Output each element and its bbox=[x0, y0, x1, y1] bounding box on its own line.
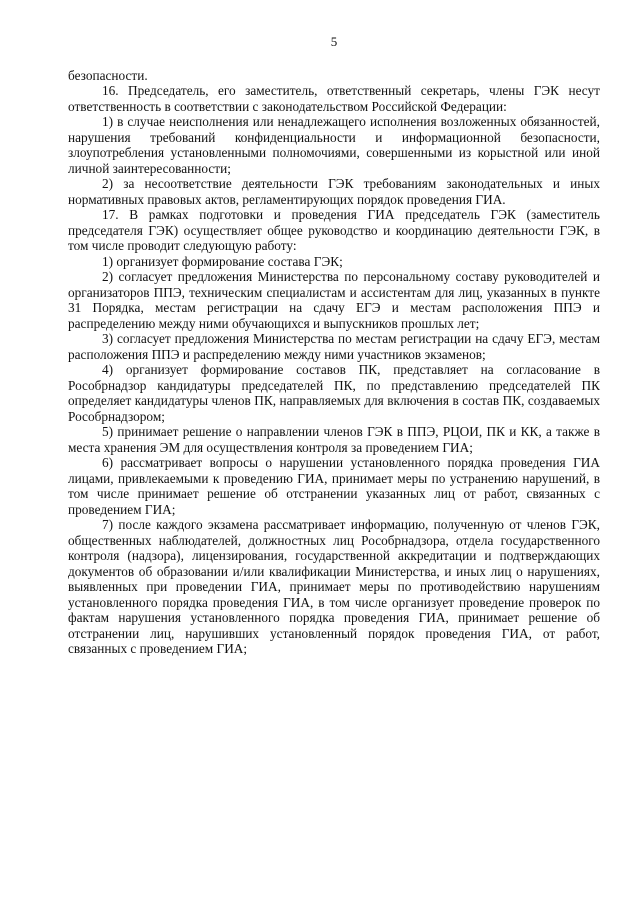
page-number: 5 bbox=[330, 34, 338, 49]
paragraph-17-item-2: 2) согласует предложения Министерства по персональному составу руководителей и организаторов ППЭ, техническим специалистам и ассистентам для лиц, указанных в пункте 31 Порядка, местам регистрации на сдачу ЕГЭ и местам расположения ППЭ и распределению между ними обучающихся и выпускников прошлых лет; bbox=[68, 269, 600, 331]
paragraph-17: 17. В рамках подготовки и проведения ГИА председатель ГЭК (заместитель председателя ГЭК) осуществляет общее руководство и координацию деятельности ГЭК, в том числе проводит следующую работу: bbox=[68, 207, 600, 253]
paragraph-16: 16. Председатель, его заместитель, ответственный секретарь, члены ГЭК несут ответственность в соответствии с законодательством Российской Федерации: bbox=[68, 83, 600, 114]
paragraph-17-item-5: 5) принимает решение о направлении членов ГЭК в ППЭ, РЦОИ, ПК и КК, а также в места хранения ЭМ для осуществления контроля за проведением ГИА; bbox=[68, 424, 600, 455]
paragraph-17-item-1: 1) организует формирование состава ГЭК; bbox=[102, 253, 343, 269]
paragraph-17-item-7: 7) после каждого экзамена рассматривает информацию, полученную от членов ГЭК, общественных наблюдателей, должностных лиц Рособрнадзора, отдела государственного контроля (надзора), лицензирования, государственной аккредитации и подтверждающих документов об образовании и/или квалификации Министерства, и иных лиц о нарушениях, выявленных при проведении ГИА, принимает меры по противодействию нарушениям установленного порядка проведения ГИА, в том числе организует проведение проверок по фактам нарушения установленного порядка проведения ГИА, принимает решение об отстранении лиц, нарушивших установленный порядок проведения ГИА, от работ, связанных с проведением ГИА; bbox=[68, 517, 600, 656]
paragraph-16-item-2: 2) за несоответствие деятельности ГЭК требованиям законодательных и иных нормативных правовых актов, регламентирующих порядок проведения ГИА. bbox=[68, 176, 600, 207]
paragraph-17-item-6: 6) рассматривает вопросы о нарушении установленного порядка проведения ГИА лицами, привлекаемыми к проведению ГИА, принимает меры по устранению нарушений, в том числе принимает решение об отстранении указанных лиц от работ, связанных с проведением ГИА; bbox=[68, 455, 600, 517]
paragraph-17-item-3: 3) согласует предложения Министерства по местам регистрации на сдачу ЕГЭ, местам расположения ППЭ и распределению между ними участников экзаменов; bbox=[68, 331, 600, 362]
paragraph-16-item-1: 1) в случае неисполнения или ненадлежащего исполнения возложенных обязанностей, нарушения требований конфиденциальности и информационной безопасности, злоупотребления установленными полномочиями, совершенными из корыстной или иной личной заинтересованности; bbox=[68, 114, 600, 176]
paragraph-17-item-4: 4) организует формирование составов ПК, представляет на согласование в Рособрнадзор кандидатуры председателей ПК, по представлению председателей ПК определяет кандидатуры членов ПК, направляемых для включения в состав ПК, создаваемых Рособрнадзором; bbox=[68, 362, 600, 424]
paragraph-0: безопасности. bbox=[68, 67, 148, 83]
